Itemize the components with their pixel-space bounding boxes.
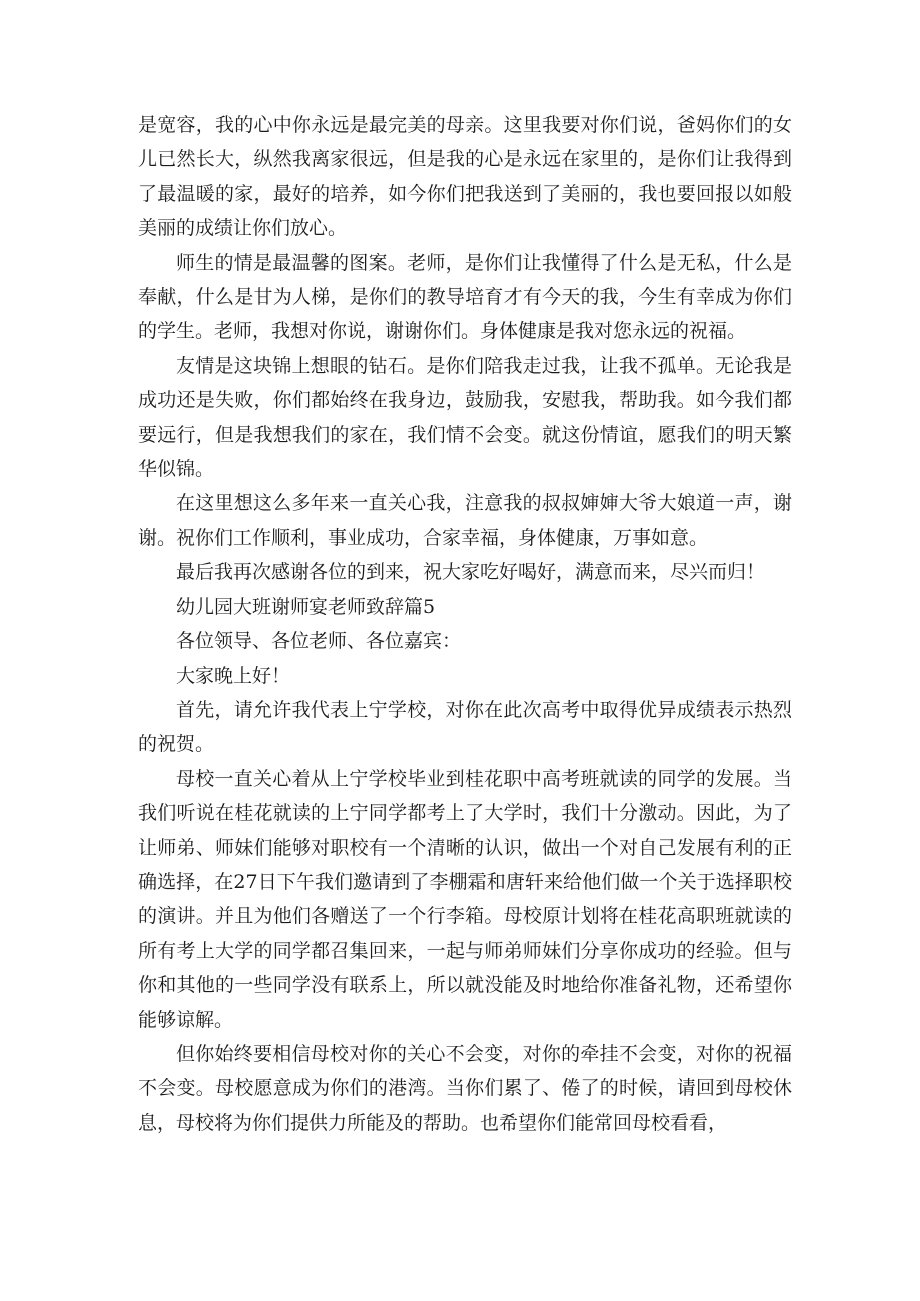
paragraph-5: 最后我再次感谢各位的到来，祝大家吃好喝好，满意而来，尽兴而归！ (176, 561, 766, 584)
salutation: 各位领导、各位老师、各位嘉宾： (176, 630, 462, 653)
paragraph-11: 但你始终要相信母校对你的关心不会变，对你的牵挂不会变，对你的祝福不会变。母校愿意成为你们的港湾。当你们累了、倦了的时候，请回到母校休息，母校将为你们提供力所能及的帮助。也希望你们能常回母校看看， (138, 1042, 792, 1134)
paragraph-10: 母校一直关心着从上宁学校毕业到桂花职中高考班就读的同学的发展。当我们听说在桂花就读的上宁同学都考上了大学时，我们十分激动。因此，为了让师弟、师妹们能够对职校有一个清晰的认识，做出一个对自己发展有利的正确选择，在27日下午我们邀请到了李棚霜和唐轩来给他们做一个关于选择职校的演讲。并且为他们各赠送了一个行李箱。母校原计划将在桂花高职班就读的所有考上大学的同学都召集回来，一起与师弟师妹们分享你成功的经验。但与你和其他的一些同学没有联系上，所以就没能及时地给你准备礼物，还希望你能够谅解。 (138, 767, 792, 1031)
document-body (138, 108, 792, 1140)
section-heading: 幼儿园大班谢师宴老师致辞篇5 (176, 595, 436, 618)
paragraph-4: 在这里想这么多年来一直关心我，注意我的叔叔婶婶大爷大娘道一声，谢谢。祝你们工作顺利，事业成功，合家幸福，身体健康，万事如意。 (138, 492, 792, 549)
paragraph-9: 首先，请允许我代表上宁学校，对你在此次高考中取得优异成绩表示热烈的祝贺。 (138, 698, 792, 756)
paragraph-1: 是宽容，我的心中你永远是最完美的母亲。这里我要对你们说，爸妈你们的女儿已然长大，纵然我离家很远，但是我的心是永远在家里的，是你们让我得到了最温暖的家，最好的培养，如今你们把我送到了美丽的，我也要回报以如般美丽的成绩让你们放心。 (138, 114, 792, 240)
paragraph-3: 友情是这块锦上想眼的钻石。是你们陪我走过我，让我不孤单。无论我是成功还是失败，你们都始终在我身边，鼓励我，安慰我，帮助我。如今我们都要远行，但是我想我们的家在，我们情不会变。就这份情谊，愿我们的明天繁华似锦。 (138, 354, 792, 481)
greeting: 大家晚上好！ (176, 664, 291, 687)
paragraph-2: 师生的情是最温馨的图案。老师，是你们让我懂得了什么是无私，什么是奉献，什么是甘为人梯，是你们的教导培育才有今天的我，今生有幸成为你们的学生。老师，我想对你说，谢谢你们。身体健康是我对您永远的祝福。 (138, 251, 792, 343)
